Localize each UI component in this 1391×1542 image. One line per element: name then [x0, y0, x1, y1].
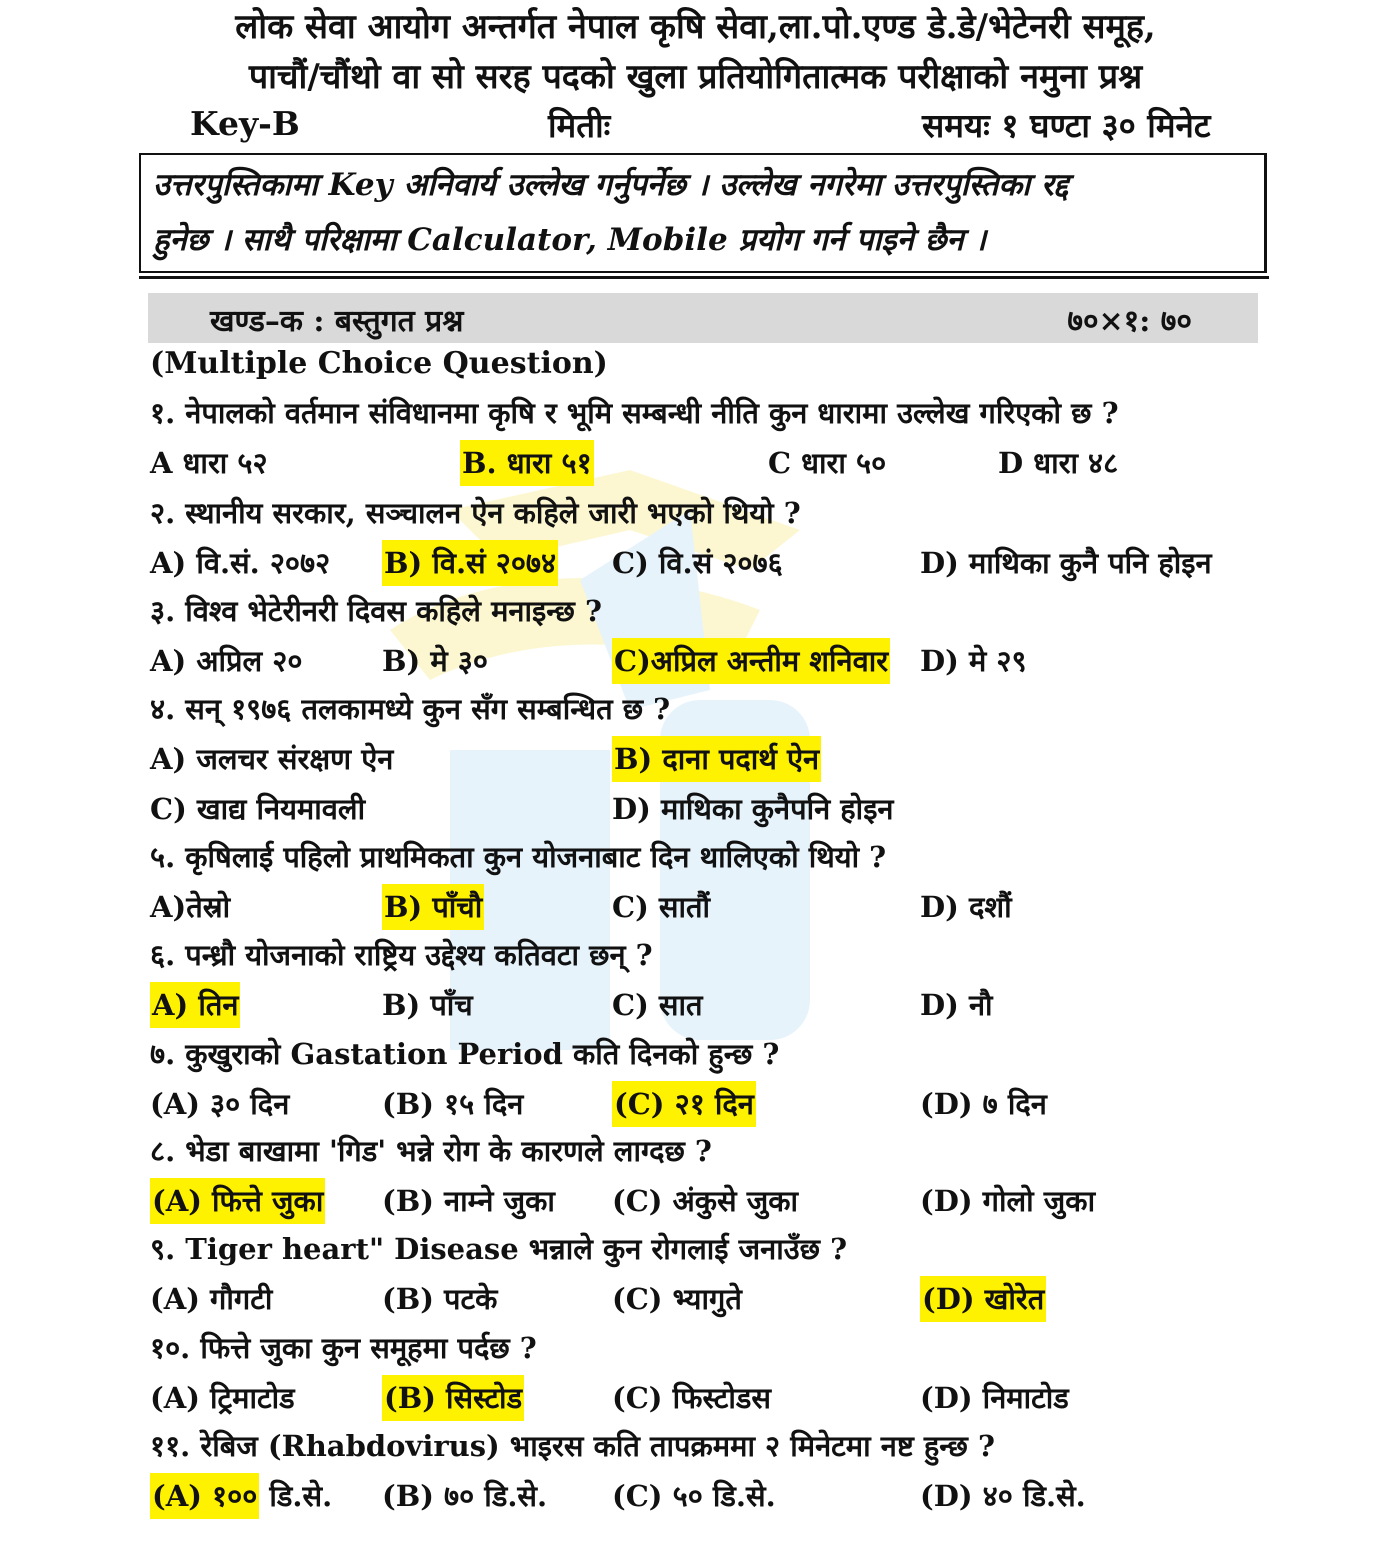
- answer-option: [382, 1279, 497, 1318]
- option-label: (A) गौगटी: [150, 1282, 273, 1316]
- answer-option: [920, 1181, 1095, 1220]
- answer-option: [998, 443, 1118, 482]
- title-line-1: लोक सेवा आयोग अन्तर्गत नेपाल कृषि सेवा,ला.पो.एण्ड डे.डे/भेटेनरी समूह,: [235, 7, 1156, 47]
- answer-option: [150, 543, 330, 582]
- key-label: Key-B: [190, 104, 300, 143]
- option-label: (C) फिस्टोडस: [612, 1381, 772, 1415]
- option-label: A धारा ५२: [150, 446, 268, 480]
- date-label: मितीः: [548, 106, 611, 145]
- option-label: D) दशौं: [920, 890, 1012, 924]
- answer-option: [612, 1476, 776, 1515]
- option-label: C धारा ५०: [768, 446, 887, 480]
- answer-option: [150, 985, 240, 1024]
- correct-answer-highlight: B) पाँचौ: [382, 884, 484, 930]
- correct-answer-highlight: (D) खोरेत: [920, 1276, 1046, 1322]
- option-label: (C) भ्यागुते: [612, 1282, 742, 1316]
- answer-option: [382, 641, 488, 680]
- option-label: A) वि.सं. २०७२: [150, 546, 331, 580]
- answer-option: [920, 1378, 1069, 1417]
- option-label: (B) पटके: [382, 1282, 498, 1316]
- option-label: D धारा ४८: [998, 446, 1119, 480]
- question-text: ६. पन्ध्रौ योजनाको राष्ट्रिय उद्देश्य कतिवटा छन् ?: [150, 938, 653, 972]
- option-label: (A) ट्रिमाटोड: [150, 1381, 295, 1415]
- question-text: ९. Tiger heart" Disease भन्नाले कुन रोगलाई जनाउँछ ?: [150, 1232, 848, 1266]
- section-subtitle: (Multiple Choice Question): [150, 346, 608, 381]
- answer-option: [150, 1476, 332, 1515]
- option-label: C) सात: [612, 988, 703, 1022]
- question-text: ३. विश्व भेटेरीनरी दिवस कहिले मनाइन्छ ?: [150, 594, 602, 628]
- option-label: D) नौ: [920, 988, 993, 1022]
- answer-option: [920, 1476, 1086, 1515]
- answer-option: [612, 1181, 798, 1220]
- notice-double-rule: [139, 276, 1269, 279]
- answer-option: [612, 543, 783, 582]
- correct-answer-highlight: (A) १००: [150, 1473, 259, 1519]
- option-label: A) अप्रिल २०: [150, 644, 303, 678]
- answer-option: [920, 543, 1212, 582]
- option-label: D) माथिका कुनैपनि होइन: [612, 792, 894, 826]
- correct-answer-highlight: (C) २१ दिन: [612, 1081, 756, 1127]
- answer-option: [920, 1279, 1046, 1318]
- option-suffix: डि.से.: [259, 1479, 333, 1513]
- answer-option: [150, 1279, 272, 1318]
- option-label: B) पाँच: [382, 988, 473, 1022]
- answer-option: [150, 641, 302, 680]
- notice-box: [139, 153, 1267, 273]
- answer-option: [150, 789, 365, 828]
- option-label: C) सातौं: [612, 890, 711, 924]
- notice-line-1: उत्तरपुस्तिकामा Key अनिवार्य उल्लेख गर्नुपर्नेछ । उल्लेख नगरेमा उत्तरपुस्तिका रद्द: [153, 167, 1069, 203]
- option-label: (B) ७० डि.से.: [382, 1479, 548, 1513]
- option-label: (C) अंकुसे जुका: [612, 1184, 799, 1218]
- answer-option: [612, 641, 890, 680]
- answer-option: [382, 1476, 547, 1515]
- answer-option: [150, 739, 393, 778]
- question-text: ४. सन् १९७६ तलकामध्ये कुन सँग सम्बन्धित छ ?: [150, 692, 671, 726]
- question-text: ११. रेबिज (Rhabdovirus) भाइरस कति तापक्रममा २ मिनेटमा नष्ट हुन्छ ?: [150, 1429, 995, 1463]
- option-label: (B) नाम्ने जुका: [382, 1184, 555, 1218]
- answer-option: [920, 1084, 1047, 1123]
- correct-answer-highlight: (A) फित्ते जुका: [150, 1178, 325, 1224]
- question-text: २. स्थानीय सरकार, सञ्चालन ऐन कहिले जारी भएको थियो ?: [150, 496, 801, 530]
- answer-option: [382, 985, 473, 1024]
- correct-answer-highlight: B) वि.सं २०७४: [382, 540, 558, 586]
- correct-answer-highlight: B. धारा ५१: [460, 440, 594, 486]
- answer-option: [150, 443, 268, 482]
- answer-option: [920, 641, 1027, 680]
- answer-option: [382, 887, 484, 926]
- option-label: (B) १५ दिन: [382, 1087, 524, 1121]
- answer-option: [150, 1181, 325, 1220]
- answer-option: [612, 887, 710, 926]
- answer-option: [382, 1181, 555, 1220]
- answer-option: [612, 985, 703, 1024]
- answer-option: [382, 1084, 523, 1123]
- title-line-2: पाचौं/चौंथो वा सो सरह पदको खुला प्रतियोगितात्मक परीक्षाको नमुना प्रश्न: [248, 57, 1143, 97]
- answer-option: [920, 887, 1012, 926]
- option-label: (D) गोलो जुका: [920, 1184, 1096, 1218]
- option-label: C) वि.सं २०७६: [612, 546, 783, 580]
- section-title: खण्ड–क : बस्तुगत प्रश्न: [210, 304, 464, 339]
- answer-option: [612, 1084, 756, 1123]
- option-label: (C) ५० डि.से.: [612, 1479, 776, 1513]
- question-text: १. नेपालको वर्तमान संविधानमा कृषि र भूमि सम्बन्धी नीति कुन धारामा उल्लेख गरिएको छ ?: [150, 396, 1119, 430]
- answer-option: [150, 887, 230, 926]
- answer-option: [460, 443, 594, 482]
- answer-option: [382, 543, 558, 582]
- time-label: समयः १ घण्टा ३० मिनेट: [922, 106, 1211, 145]
- answer-option: [150, 1378, 295, 1417]
- answer-option: [920, 985, 993, 1024]
- correct-answer-highlight: C)अप्रिल अन्तीम शनिवार: [612, 638, 890, 684]
- answer-option: [382, 1378, 524, 1417]
- answer-option: [612, 789, 894, 828]
- section-marks: ७०×१: ७०: [1067, 304, 1192, 339]
- question-text: ७. कुखुराको Gastation Period कति दिनको हुन्छ ?: [150, 1037, 780, 1071]
- option-label: (D) ४० डि.से.: [920, 1479, 1086, 1513]
- option-label: (D) निमाटोड: [920, 1381, 1069, 1415]
- question-text: १०. फित्ते जुका कुन समूहमा पर्दछ ?: [150, 1331, 537, 1365]
- option-label: D) मे २९: [920, 644, 1027, 678]
- option-label: (A) ३० दिन: [150, 1087, 290, 1121]
- correct-answer-highlight: A) तिन: [150, 982, 240, 1028]
- option-label: D) माथिका कुनै पनि होइन: [920, 546, 1212, 580]
- answer-option: [612, 1279, 742, 1318]
- answer-option: [150, 1084, 289, 1123]
- option-label: A) जलचर संरक्षण ऐन: [150, 742, 394, 776]
- section-header-bar: [148, 293, 1258, 343]
- option-label: (D) ७ दिन: [920, 1087, 1047, 1121]
- answer-option: [612, 1378, 771, 1417]
- notice-line-2: हुनेछ । साथै परिक्षामा Calculator, Mobile प्रयोग गर्न पाइने छैन ।: [153, 222, 987, 258]
- option-label: C) खाद्य नियमावली: [150, 792, 366, 826]
- option-label: B) मे ३०: [382, 644, 488, 678]
- correct-answer-highlight: B) दाना पदार्थ ऐन: [612, 736, 821, 782]
- answer-option: [768, 443, 886, 482]
- question-text: ५. कृषिलाई पहिलो प्राथमिकता कुन योजनाबाट दिन थालिएको थियो ?: [150, 840, 887, 874]
- answer-option: [612, 739, 821, 778]
- option-label: A)तेस्रो: [150, 890, 231, 924]
- correct-answer-highlight: (B) सिस्टोड: [382, 1375, 524, 1421]
- question-text: ८. भेडा बाखामा 'गिड' भन्ने रोग के कारणले लाग्दछ ?: [150, 1134, 712, 1168]
